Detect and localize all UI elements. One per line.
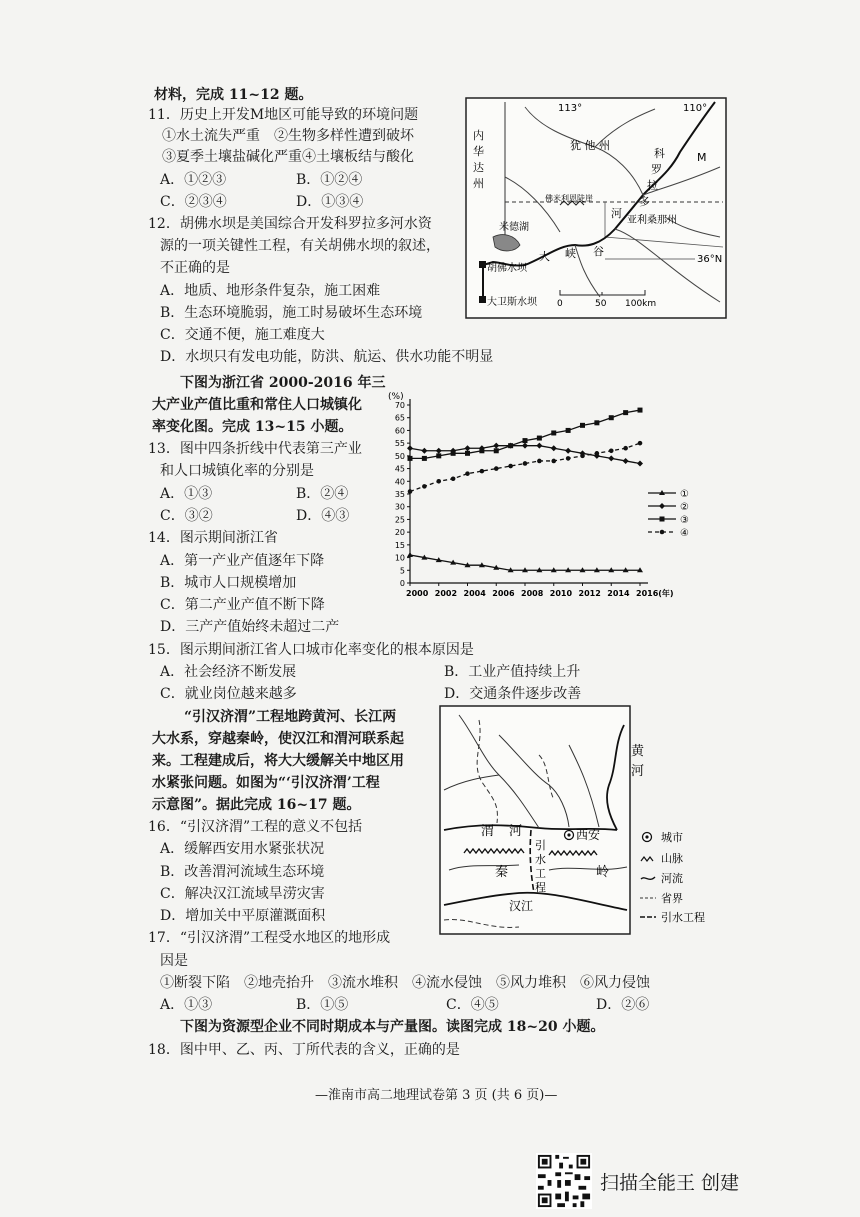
grand-canyon-label-2: 峡 bbox=[565, 247, 576, 260]
legend-province-border: 省界 bbox=[661, 892, 683, 905]
q15-option-d: D．交通条件逐步改善 bbox=[444, 686, 582, 702]
q12-option-d: D．水坝只有发电功能，防洪、航运、供水功能不明显 bbox=[160, 349, 494, 365]
chart-point bbox=[451, 476, 456, 481]
ling-label: 岭 bbox=[596, 865, 610, 880]
q15-stem: 15．图示期间浙江省人口城市化率变化的根本原因是 bbox=[148, 642, 474, 658]
project-label-2: 水 bbox=[535, 853, 546, 866]
q15-option-a: A．社会经济不断发展 bbox=[160, 664, 297, 680]
hanjiang-label: 汉江 bbox=[509, 899, 534, 913]
chart-point bbox=[508, 443, 513, 448]
chart-point bbox=[623, 410, 628, 415]
q17-stem-2: 因是 bbox=[160, 953, 188, 969]
grand-canyon-label-3: 谷 bbox=[593, 245, 604, 258]
project-label-3: 工 bbox=[535, 867, 546, 880]
chart-x-tick-label: 2012 bbox=[578, 589, 601, 598]
chart-legend-label: ④ bbox=[680, 528, 689, 539]
utah-label: 犹 他 州 bbox=[570, 139, 610, 152]
chart-point bbox=[638, 408, 643, 413]
hoover-dam-label: 胡佛水坝 bbox=[487, 263, 527, 274]
chart-point bbox=[523, 461, 528, 466]
q14-option-d: D．三产产值始终未超过二产 bbox=[160, 619, 340, 635]
intro-13-15-2: 大产业产值比重和常住人口城镇化 bbox=[152, 397, 362, 413]
xian-label: 西安 bbox=[576, 828, 601, 842]
chart-y-tick-label: 60 bbox=[394, 426, 405, 436]
chart-point bbox=[659, 503, 665, 509]
chart-point bbox=[451, 451, 456, 456]
chart-point bbox=[493, 443, 499, 449]
map2-legend bbox=[640, 831, 705, 924]
chart-point bbox=[566, 428, 571, 433]
nevada-label-4: 州 bbox=[473, 177, 484, 190]
chart-x-tick-label: 2004 bbox=[463, 589, 486, 598]
chart-y-tick-label: 5 bbox=[399, 566, 405, 576]
intro-16-17-2: 大水系，穿越秦岭，使汉江和渭河联系起 bbox=[152, 731, 404, 747]
q17-option-d: D．②⑥ bbox=[596, 997, 650, 1013]
chart-point bbox=[608, 455, 614, 461]
arizona-label: 亚利桑那州 bbox=[627, 215, 677, 226]
chart-x-tick-label: 2000 bbox=[406, 589, 429, 598]
project-label-1: 引 bbox=[535, 839, 546, 852]
chart-point bbox=[523, 438, 528, 443]
chart-x-tick-label: 2002 bbox=[434, 589, 458, 598]
chart-point bbox=[609, 415, 614, 420]
chart-point bbox=[537, 436, 542, 441]
chart-point bbox=[580, 454, 585, 459]
q17-stem-1: 17．“引汉济渭”工程受水地区的地形成 bbox=[148, 930, 391, 946]
chart-point bbox=[494, 466, 499, 471]
q12-option-b: B．生态环境脆弱，施工时易破坏生态环境 bbox=[160, 305, 423, 321]
chart-legend-label: ③ bbox=[680, 515, 689, 526]
region-m-label: M bbox=[697, 151, 707, 164]
wei-river-label-2: 河 bbox=[509, 824, 523, 839]
chart-point bbox=[422, 456, 427, 461]
chart-point bbox=[465, 445, 471, 451]
legend-mountain: 山脉 bbox=[661, 852, 683, 865]
nevada-label-3: 达 bbox=[473, 161, 484, 174]
chart-point bbox=[479, 448, 484, 453]
chart-point bbox=[660, 517, 665, 522]
intro-13-15-1: 下图为浙江省 2000-2016 年三 bbox=[180, 375, 386, 391]
chart-y-tick-label: 70 bbox=[394, 401, 405, 410]
grand-canyon-label-1: 大 bbox=[539, 250, 550, 263]
q11-option-d: D．①③④ bbox=[296, 194, 364, 210]
chart-point bbox=[408, 489, 413, 494]
chart-series-1 bbox=[407, 552, 643, 572]
chart-point bbox=[566, 456, 571, 461]
q16-option-c: C．解决汉江流域旱涝灾害 bbox=[160, 886, 325, 902]
intro-16-17-1: “引汉济渭”工程地跨黄河、长江两 bbox=[184, 709, 397, 725]
q12-stem-2: 源的一项关键性工程，有关胡佛水坝的叙述， bbox=[160, 238, 440, 254]
river-he-label: 河 bbox=[611, 207, 622, 220]
chart-y-tick-label: 25 bbox=[394, 515, 405, 525]
q14-stem: 14．图示期间浙江省 bbox=[148, 530, 278, 546]
project-label-4: 程 bbox=[535, 881, 546, 894]
lake-mead-label: 米德湖 bbox=[499, 222, 529, 233]
chart-y-tick-label: 10 bbox=[394, 553, 405, 563]
q11-option-c: C．②③④ bbox=[160, 194, 227, 210]
chart-point bbox=[551, 430, 556, 435]
chart-point bbox=[436, 448, 442, 454]
q17-option-b: B．①⑤ bbox=[296, 997, 349, 1013]
chart-point bbox=[407, 445, 413, 451]
page-footer: —淮南市高二地理试卷第 3 页 (共 6 页)— bbox=[315, 1088, 558, 1103]
intro-16-17-4: 水紧张问题。如图为“‘引汉济渭’工程 bbox=[152, 775, 380, 791]
q12-option-c: C．交通不便，施工难度大 bbox=[160, 327, 325, 343]
chart-y-tick-label: 55 bbox=[394, 439, 405, 449]
intro-16-17-5: 示意图”。据此完成 16~17 题。 bbox=[152, 797, 361, 813]
q16-option-b: B．改善渭河流域生态环境 bbox=[160, 864, 325, 880]
chart-point bbox=[421, 448, 427, 454]
chart-point bbox=[408, 456, 413, 461]
intro-16-17-3: 来。工程建成后，将大大缓解关中地区用 bbox=[152, 753, 404, 769]
chart-point bbox=[436, 453, 441, 458]
chart-point bbox=[551, 459, 556, 464]
legend-city: 城市 bbox=[661, 831, 683, 844]
intro-11-12: 材料，完成 11~12 题。 bbox=[154, 87, 313, 103]
chart-y-tick-label: 35 bbox=[394, 490, 405, 499]
chart-point bbox=[494, 448, 499, 453]
davis-dam-marker bbox=[479, 296, 486, 303]
yellow-river-label-1: 黄 bbox=[631, 744, 645, 759]
chart-point bbox=[551, 445, 557, 451]
q16-option-d: D．增加关中平原灌溉面积 bbox=[160, 908, 326, 924]
colorado-label-2: 罗 bbox=[651, 163, 662, 176]
wei-river-label-1: 渭 bbox=[481, 824, 495, 839]
q13-option-c: C．③② bbox=[160, 508, 213, 524]
q17-option-c: C．④⑤ bbox=[446, 997, 499, 1013]
chart-y-tick-label: 20 bbox=[394, 528, 405, 538]
qin-label: 秦 bbox=[495, 865, 509, 880]
nevada-label-2: 华 bbox=[473, 145, 484, 158]
chart-series-3 bbox=[408, 408, 643, 461]
chart-x-tick-label: 2008 bbox=[521, 589, 544, 598]
chart-x-tick-label: 2014 bbox=[607, 589, 630, 598]
scale-100km: 100km bbox=[625, 299, 657, 309]
q13-option-a: A．①③ bbox=[160, 486, 213, 502]
chart-point bbox=[637, 460, 643, 466]
chart-point bbox=[508, 464, 513, 469]
colorado-label-3: 拉 bbox=[647, 179, 658, 192]
hanjiang-weihe-project-map bbox=[439, 705, 741, 935]
chart-legend-label: ② bbox=[680, 502, 689, 513]
hoover-dam-marker bbox=[479, 261, 486, 268]
scale-50: 50 bbox=[595, 299, 607, 309]
q11-option-a: A．①②③ bbox=[160, 172, 227, 188]
zhejiang-industry-urbanization-chart bbox=[380, 383, 700, 603]
q11-stem: 11．历史上开发M地区可能导致的环境问题 bbox=[148, 107, 419, 123]
yellow-river-label-2: 河 bbox=[631, 764, 645, 779]
chart-y-tick-label: 50 bbox=[394, 451, 405, 461]
chart-point bbox=[660, 530, 665, 535]
lon-113-label: 113° bbox=[558, 103, 583, 114]
qr-code-icon bbox=[536, 1153, 592, 1209]
chart-point bbox=[407, 552, 413, 557]
q11-line2: ③夏季土壤盐碱化严重④土壤板结与酸化 bbox=[162, 149, 414, 165]
chart-point bbox=[465, 471, 470, 476]
colorado-river-map bbox=[465, 97, 727, 319]
q14-option-a: A．第一产业产值逐年下降 bbox=[160, 553, 325, 569]
q18-stem: 18．图中甲、乙、丙、丁所代表的含义，正确的是 bbox=[148, 1042, 460, 1058]
q11-line1: ①水土流失严重 ②生物多样性遭到破坏 bbox=[162, 128, 414, 144]
chart-y-tick-label: 0 bbox=[399, 579, 405, 588]
q17-opts: ①断裂下陷 ②地壳抬升 ③流水堆积 ④流水侵蚀 ⑤风力堆积 ⑥风力侵蚀 bbox=[160, 975, 650, 991]
q12-stem-1: 12．胡佛水坝是美国综合开发科罗拉多河水资 bbox=[148, 216, 432, 232]
scanner-watermark: 扫描全能王 创建 bbox=[600, 1172, 740, 1194]
vermilion-cliffs-label: 佛米利恩陡崖 bbox=[545, 194, 593, 203]
lat-36n-label: 36°N bbox=[697, 254, 723, 265]
chart-ylabel: (%) bbox=[388, 392, 404, 402]
chart-x-tick-label: 2016(年) bbox=[636, 589, 674, 598]
intro-13-15-3: 率变化图。完成 13~15 小题。 bbox=[152, 419, 353, 435]
nevada-label-1: 内 bbox=[473, 129, 484, 142]
q13-stem-2: 和人口城镇化率的分别是 bbox=[160, 463, 314, 479]
chart-y-tick-label: 30 bbox=[394, 502, 405, 512]
q13-option-d: D．④③ bbox=[296, 508, 350, 524]
chart-y-tick-label: 40 bbox=[394, 477, 405, 487]
q12-stem-3: 不正确的是 bbox=[160, 260, 230, 276]
q15-option-b: B．工业产值持续上升 bbox=[444, 664, 581, 680]
colorado-label-4: 多 bbox=[639, 195, 650, 208]
scale-0: 0 bbox=[557, 299, 563, 309]
q13-option-b: B．②④ bbox=[296, 486, 349, 502]
lon-110-label: 110° bbox=[683, 103, 708, 114]
davis-dam-label: 大卫斯水坝 bbox=[487, 297, 537, 308]
chart-point bbox=[422, 484, 427, 489]
chart-point bbox=[609, 448, 614, 453]
chart-x-tick-label: 2010 bbox=[549, 589, 573, 598]
chart-x-tick-label: 2006 bbox=[492, 589, 515, 598]
chart-series-4 bbox=[408, 441, 643, 494]
chart-point bbox=[465, 451, 470, 456]
chart-y-tick-label: 15 bbox=[394, 540, 405, 550]
q16-stem: 16．“引汉济渭”工程的意义不包括 bbox=[148, 819, 363, 835]
chart-point bbox=[638, 441, 643, 446]
q17-option-a: A．①③ bbox=[160, 997, 213, 1013]
chart-point bbox=[537, 459, 542, 464]
chart-point bbox=[594, 420, 599, 425]
q14-option-c: C．第二产业产值不断下降 bbox=[160, 597, 325, 613]
chart-point bbox=[580, 423, 585, 428]
chart-point bbox=[436, 479, 441, 484]
chart-point bbox=[480, 469, 485, 474]
q13-stem-1: 13．图中四条折线中代表第三产业 bbox=[148, 441, 362, 457]
chart-point bbox=[595, 451, 600, 456]
q12-option-a: A．地质、地形条件复杂，施工困难 bbox=[160, 283, 381, 299]
chart-y-tick-label: 45 bbox=[394, 464, 405, 474]
legend-river: 河流 bbox=[661, 872, 683, 885]
legend-diversion-project: 引水工程 bbox=[661, 911, 705, 924]
chart-point bbox=[565, 448, 571, 454]
q11-option-b: B．①②④ bbox=[296, 172, 363, 188]
chart-point bbox=[522, 443, 528, 449]
q14-option-b: B．城市人口规模增加 bbox=[160, 575, 297, 591]
colorado-label-1: 科 bbox=[654, 147, 665, 160]
chart-point bbox=[536, 443, 542, 449]
q16-option-a: A．缓解西安用水紧张状况 bbox=[160, 841, 325, 857]
intro-18-20: 下图为资源型企业不同时期成本与产量图。读图完成 18~20 小题。 bbox=[180, 1019, 605, 1035]
chart-y-tick-label: 65 bbox=[394, 413, 405, 423]
chart-legend-label: ① bbox=[680, 489, 689, 500]
q15-option-c: C．就业岗位越来越多 bbox=[160, 686, 297, 702]
chart-point bbox=[623, 446, 628, 451]
chart-point bbox=[623, 458, 629, 464]
